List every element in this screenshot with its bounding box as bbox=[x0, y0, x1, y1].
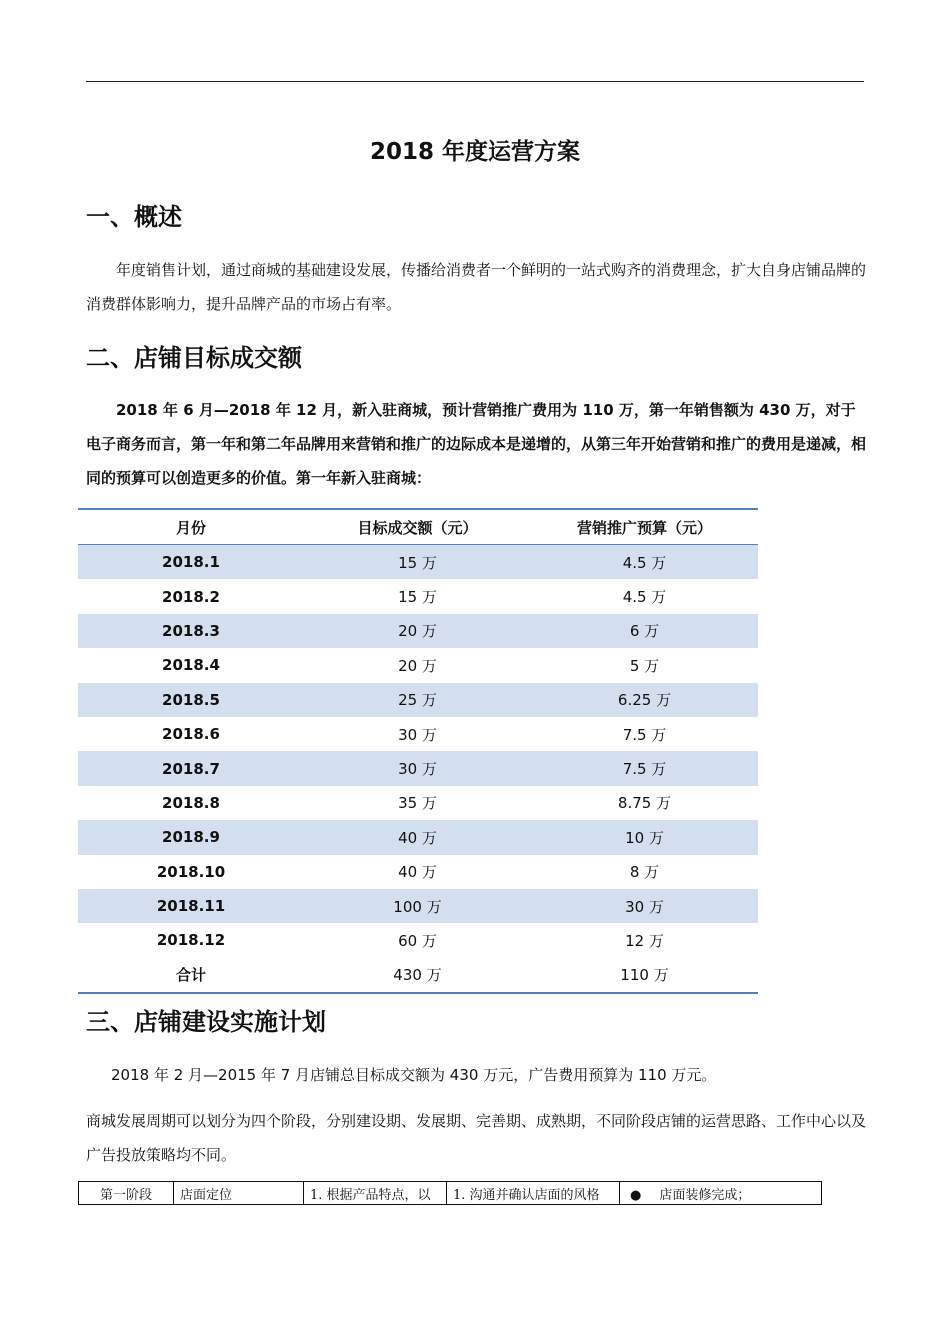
cell-target: 20 万 bbox=[304, 614, 531, 648]
target-paragraph: 2018 年 6 月—2018 年 12 月，新入驻商城，预计营销推广费用为 110 万，第一年销售额为 430 万，对于电子商务而言，第一年和第二年品牌用来营销和推广的边际成本是递增的，从第三年开始营销和推广的费用是递减，相同的预算可以创造更多的价值。第一年新入驻商城： bbox=[86, 401, 867, 487]
cell-target: 20 万 bbox=[398, 656, 437, 675]
target-sales-table bbox=[78, 508, 758, 994]
cell-target: 40 万 bbox=[398, 863, 437, 882]
document-title: 2018 年度运营方案 bbox=[369, 139, 581, 165]
cell-month: 2018.3 bbox=[78, 614, 304, 648]
table-row bbox=[78, 889, 758, 923]
cell-target: 40 万 bbox=[304, 820, 531, 854]
cell-month: 2018.10 bbox=[156, 862, 226, 881]
table-row bbox=[78, 545, 758, 580]
cell-target: 15 万 bbox=[398, 588, 437, 607]
section-heading-target: 二、店铺目标成交额 bbox=[86, 344, 302, 372]
cell-budget: 7.5 万 bbox=[531, 751, 758, 785]
cell-target: 60 万 bbox=[398, 931, 437, 950]
cell-budget: 4.5 万 bbox=[622, 588, 667, 607]
table-row bbox=[78, 614, 758, 648]
cell-budget: 6.25 万 bbox=[531, 683, 758, 717]
plan-summary-paragraph: 2018 年 2 月—2015 年 7 月店铺总目标成交额为 430 万元，广告费用预算为 110 万元。 bbox=[111, 1066, 717, 1084]
cell-target: 100 万 bbox=[304, 889, 531, 923]
table-row bbox=[79, 1182, 822, 1205]
cell-target: 15 万 bbox=[304, 545, 531, 580]
cell-total-target: 430 万 bbox=[393, 966, 442, 985]
cell-month: 2018.1 bbox=[78, 545, 304, 580]
cell-stage-result bbox=[620, 1182, 822, 1205]
cell-target: 30 万 bbox=[398, 725, 437, 744]
cell-budget: 8 万 bbox=[629, 863, 660, 882]
cell-budget: 5 万 bbox=[629, 656, 660, 675]
cell-target: 30 万 bbox=[304, 751, 531, 785]
header-marketing-budget: 营销推广预算（元） bbox=[531, 509, 758, 545]
cell-budget: 7.5 万 bbox=[622, 725, 667, 744]
section-heading-overview: 一、概述 bbox=[86, 203, 182, 231]
cell-stage-detail: 1. 根据产品特点，以 bbox=[304, 1182, 447, 1205]
cell-month: 2018.4 bbox=[162, 656, 220, 675]
cell-target: 35 万 bbox=[398, 794, 437, 813]
table-row bbox=[78, 717, 758, 751]
table-row bbox=[78, 683, 758, 717]
cell-month: 2018.6 bbox=[162, 725, 220, 744]
cell-budget: 4.5 万 bbox=[531, 545, 758, 580]
cell-budget: 12 万 bbox=[625, 931, 664, 950]
cell-month: 2018.5 bbox=[78, 683, 304, 717]
cell-month: 2018.11 bbox=[78, 889, 304, 923]
header-target-amount: 目标成交额（元） bbox=[304, 509, 531, 545]
cell-total-label: 合计 bbox=[175, 966, 206, 985]
cell-month: 2018.7 bbox=[78, 751, 304, 785]
header-rule bbox=[86, 81, 864, 82]
cell-budget: 30 万 bbox=[531, 889, 758, 923]
cell-month: 2018.9 bbox=[78, 820, 304, 854]
overview-paragraph: 年度销售计划，通过商城的基础建设发展，传播给消费者一个鲜明的一站式购齐的消费理念，扩大自身店铺品牌的消费群体影响力，提升品牌产品的市场占有率。 bbox=[86, 261, 867, 313]
table-row bbox=[78, 855, 758, 889]
table-row bbox=[78, 923, 758, 957]
stage-result-text: 店面装修完成； bbox=[659, 1187, 751, 1203]
cell-total-budget: 110 万 bbox=[620, 966, 669, 985]
table-row bbox=[78, 786, 758, 820]
table-row bbox=[78, 820, 758, 854]
cell-stage: 第一阶段 bbox=[79, 1182, 174, 1205]
cell-budget: 10 万 bbox=[531, 820, 758, 854]
cell-month: 2018.8 bbox=[162, 793, 220, 812]
cell-budget: 6 万 bbox=[531, 614, 758, 648]
stage-plan-table bbox=[78, 1181, 822, 1205]
black-circle-icon: ● bbox=[630, 1187, 642, 1203]
table-row bbox=[78, 579, 758, 613]
plan-stages-paragraph: 商城发展周期可以划分为四个阶段，分别建设期、发展期、完善期、成熟期，不同阶段店铺的运营思路、工作中心以及广告投放策略均不同。 bbox=[86, 1112, 867, 1164]
table-row bbox=[78, 751, 758, 785]
section-heading-plan: 三、店铺建设实施计划 bbox=[86, 1008, 326, 1036]
cell-month: 2018.2 bbox=[162, 587, 220, 606]
table-total-row bbox=[78, 958, 758, 993]
cell-budget: 8.75 万 bbox=[617, 794, 672, 813]
cell-target: 25 万 bbox=[304, 683, 531, 717]
header-month: 月份 bbox=[78, 509, 304, 545]
table-row bbox=[78, 648, 758, 682]
cell-stage-action: 1. 沟通并确认店面的风格 bbox=[447, 1182, 620, 1205]
cell-stage-task: 店面定位 bbox=[174, 1182, 304, 1205]
cell-month: 2018.12 bbox=[156, 931, 226, 950]
table-header-row bbox=[78, 509, 758, 545]
